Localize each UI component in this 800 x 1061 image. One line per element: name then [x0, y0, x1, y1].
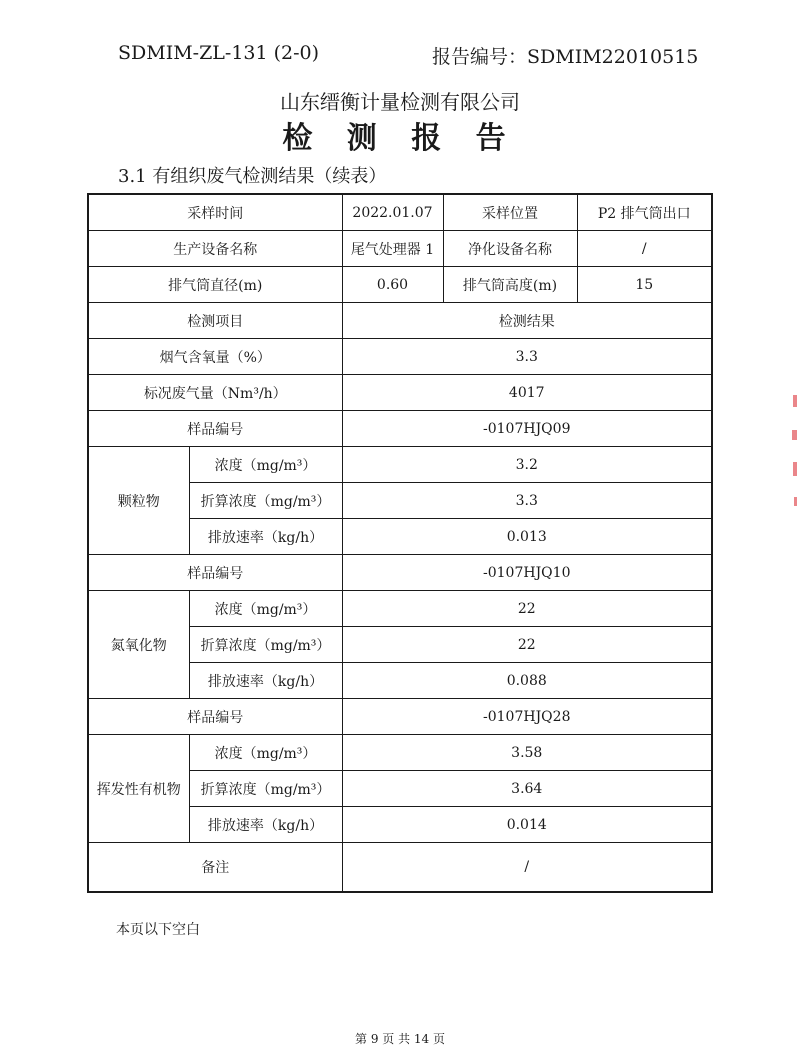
table-row: [88, 555, 712, 591]
metric-label: 浓度（mg/m³）: [189, 447, 342, 483]
metric-label: 折算浓度（mg/m³）: [189, 771, 342, 807]
sample-no-label: 样品编号: [88, 411, 342, 447]
sample-no-label: 样品编号: [88, 555, 342, 591]
sample-no-label: 样品编号: [88, 699, 342, 735]
report-number: 报告编号：SDMIM22010515: [432, 46, 699, 68]
sampling-location-value: P2 排气筒出口: [577, 194, 712, 231]
section-heading: 3.1 有组织废气检测结果（续表）: [118, 166, 387, 187]
remark-label: 备注: [88, 843, 342, 893]
seal-edge-mark: [792, 430, 797, 440]
pollutant-name: 颗粒物: [88, 447, 189, 555]
flow-label: 标况废气量（Nm³/h）: [88, 375, 342, 411]
oxygen-label: 烟气含氧量（%）: [88, 339, 342, 375]
table-row: [88, 194, 712, 231]
sample-no-value: -0107HJQ09: [342, 411, 712, 447]
metric-value: 3.3: [342, 483, 712, 519]
metric-label: 折算浓度（mg/m³）: [189, 483, 342, 519]
table-row: [88, 231, 712, 267]
table-row: [88, 591, 712, 627]
sampling-location-label: 采样位置: [443, 194, 577, 231]
table-row: [88, 735, 712, 771]
document-code: SDMIM-ZL-131 (2-0): [118, 42, 320, 64]
page-footer: 第 9 页 共 14 页: [355, 1032, 445, 1046]
results-table: [87, 193, 713, 893]
pollutant-name: 氮氧化物: [88, 591, 189, 699]
metric-value: 0.013: [342, 519, 712, 555]
production-equipment-value: 尾气处理器 1: [342, 231, 443, 267]
seal-edge-mark: [793, 395, 797, 407]
table-row: [88, 843, 712, 893]
sample-no-value: -0107HJQ28: [342, 699, 712, 735]
metric-value: 3.58: [342, 735, 712, 771]
metric-label: 折算浓度（mg/m³）: [189, 627, 342, 663]
blank-page-note: 本页以下空白: [116, 922, 200, 938]
remark-value: /: [342, 843, 712, 893]
metric-value: 22: [342, 591, 712, 627]
table-row: [88, 699, 712, 735]
table-row: [88, 267, 712, 303]
sampling-time-label: 采样时间: [88, 194, 342, 231]
metric-value: 0.088: [342, 663, 712, 699]
pollutant-name: 挥发性有机物: [88, 735, 189, 843]
stack-diameter-label: 排气筒直径(m): [88, 267, 342, 303]
metric-value: 3.2: [342, 447, 712, 483]
sample-no-value: -0107HJQ10: [342, 555, 712, 591]
metric-value: 0.014: [342, 807, 712, 843]
report-title: 检 测 报 告: [282, 121, 518, 156]
metric-label: 排放速率（kg/h）: [189, 519, 342, 555]
metric-value: 3.64: [342, 771, 712, 807]
metric-label: 排放速率（kg/h）: [189, 807, 342, 843]
metric-label: 排放速率（kg/h）: [189, 663, 342, 699]
flow-value: 4017: [342, 375, 712, 411]
production-equipment-label: 生产设备名称: [88, 231, 342, 267]
table-row: [88, 375, 712, 411]
seal-edge-mark: [793, 462, 797, 476]
stack-height-label: 排气筒高度(m): [443, 267, 577, 303]
sampling-time-value: 2022.01.07: [342, 194, 443, 231]
table-row: [88, 303, 712, 339]
company-name: 山东缙衡计量检测有限公司: [280, 90, 520, 114]
seal-edge-mark: [794, 497, 797, 506]
purification-equipment-value: /: [577, 231, 712, 267]
table-row: [88, 411, 712, 447]
metric-label: 浓度（mg/m³）: [189, 735, 342, 771]
table-row: [88, 339, 712, 375]
purification-equipment-label: 净化设备名称: [443, 231, 577, 267]
metric-label: 浓度（mg/m³）: [189, 591, 342, 627]
metric-value: 22: [342, 627, 712, 663]
stack-height-value: 15: [577, 267, 712, 303]
oxygen-value: 3.3: [342, 339, 712, 375]
item-header: 检测项目: [88, 303, 342, 339]
result-header: 检测结果: [342, 303, 712, 339]
stack-diameter-value: 0.60: [342, 267, 443, 303]
table-row: [88, 447, 712, 483]
